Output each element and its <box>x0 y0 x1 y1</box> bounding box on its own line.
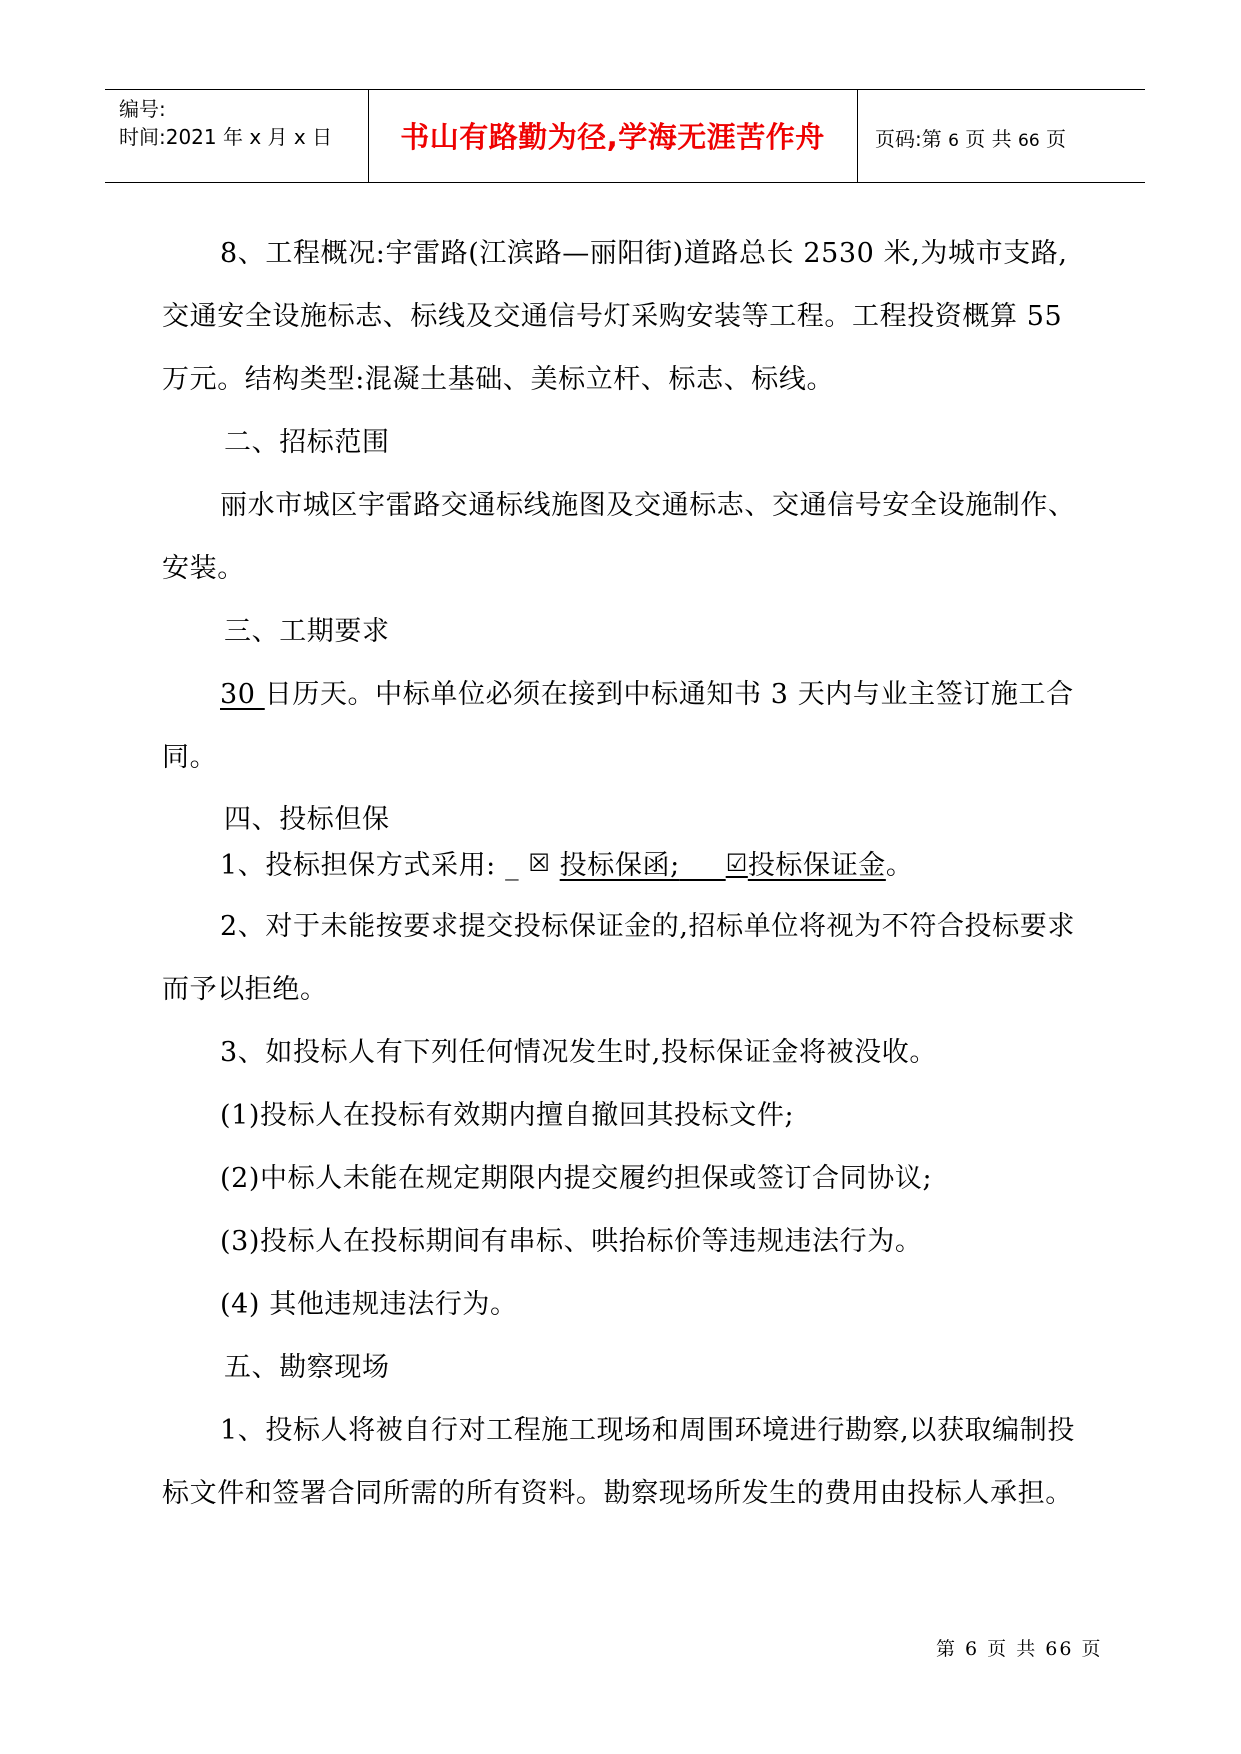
option-bid-deposit: 投标保证金 <box>747 850 886 881</box>
schedule-text: 日历天。中标单位必须在接到中标通知书 3 天内与业主签订施工合同。 <box>162 679 1074 773</box>
page-suffix: 页 <box>1046 127 1067 151</box>
forfeit-item-2: (2)中标人未能在规定期限内提交履约担保或签订合同协议; <box>220 1163 933 1194</box>
forfeit-item-4: (4) 其他违规违法行为。 <box>220 1289 518 1320</box>
guarantee-forfeit-paragraph: 3、如投标人有下列任何情况发生时,投标保证金将被没收。 <box>220 1037 937 1068</box>
page-total: 66 <box>1018 131 1040 151</box>
option-bid-bond: 投标保函; <box>559 850 680 881</box>
header-top-rule <box>105 89 1145 90</box>
document-time: 时间:2021 年 x 月 x 日 <box>119 125 333 149</box>
scope-paragraph: 丽水市城区宇雷路交通标线施图及交通标志、交通信号安全设施制作、安装。 <box>162 490 1076 584</box>
header-divider-right <box>857 89 858 183</box>
guarantee-method-label: 1、投标担保方式采用: <box>220 850 496 881</box>
page-prefix: 页码:第 <box>875 127 942 151</box>
forfeit-item-1: (1)投标人在投标有效期内擅自撤回其投标文件; <box>220 1100 795 1131</box>
forfeit-item-3: (3)投标人在投标期间有串标、哄抬标价等违规违法行为。 <box>220 1226 923 1257</box>
guarantee-rejection-paragraph: 2、对于未能按要求提交投标保证金的,招标单位将视为不符合投标要求而予以拒绝。 <box>162 911 1075 1005</box>
schedule-days: 30 <box>220 679 265 710</box>
page-current: 6 <box>948 131 959 151</box>
header-motto: 书山有路勤为径,学海无涯苦作舟 <box>400 120 825 154</box>
guarantee-method-line <box>162 843 1092 889</box>
guarantee-blank: _ <box>505 850 520 881</box>
site-survey-paragraph: 1、投标人将被自行对工程施工现场和周围环境进行勘察,以获取编制投标文件和签署合同所需的所有资料。勘察现场所发生的费用由投标人承担。 <box>162 1415 1075 1509</box>
header-bottom-rule <box>105 182 1145 183</box>
section-heading-site-survey: 五、勘察现场 <box>224 1352 390 1383</box>
section-heading-scope: 二、招标范围 <box>224 427 390 458</box>
option-gap <box>680 850 726 881</box>
page-header <box>105 89 1145 184</box>
project-overview-paragraph: 8、工程概况:宇雷路(江滨路—丽阳街)道路总长 2530 米,为城市支路,交通安全设施标志、标线及交通信号灯采购安装等工程。工程投资概算 55 万元。结构类型:混凝土基础、美标立杆、标志、标线。 <box>162 238 1068 395</box>
page-middle: 页 共 <box>965 127 1012 151</box>
schedule-paragraph <box>162 663 1092 789</box>
page-footer: 第 6 页 共 66 页 <box>936 1638 1103 1660</box>
header-divider-left <box>368 89 369 183</box>
section-heading-schedule: 三、工期要求 <box>224 616 390 647</box>
guarantee-method-end: 。 <box>885 850 914 881</box>
checkbox-checked-icon: ☑ <box>725 849 748 877</box>
section-heading-guarantee: 四、投标但保 <box>224 804 390 835</box>
document-body <box>162 222 1092 1525</box>
checkbox-crossed-icon: ☒ <box>528 849 551 877</box>
header-page-number <box>875 123 1066 152</box>
header-meta <box>119 95 332 151</box>
document-number-label: 编号: <box>119 97 166 121</box>
